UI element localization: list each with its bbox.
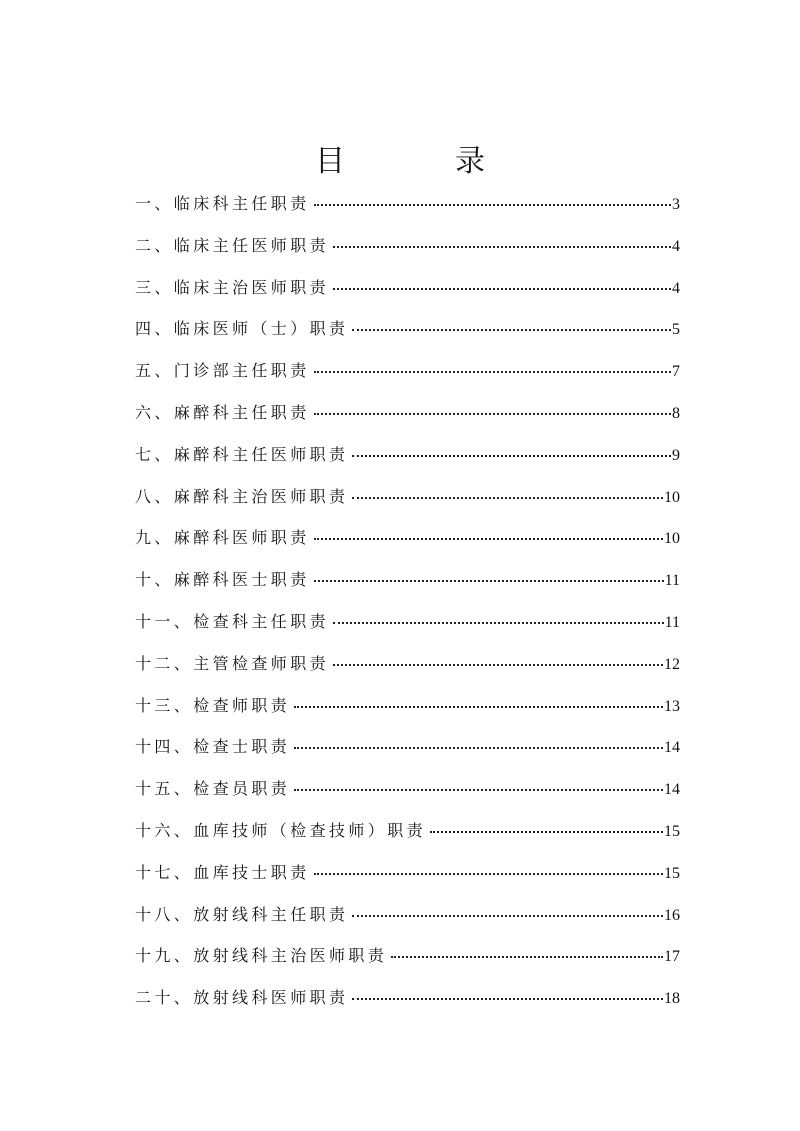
toc-entry[interactable] [135, 357, 680, 399]
toc-entry-title: 十六、血库技师（检查技师）职责 [135, 820, 427, 840]
dot-leader [314, 873, 663, 875]
toc-list [135, 190, 680, 1026]
toc-entry[interactable] [135, 399, 680, 441]
toc-entry[interactable] [135, 524, 680, 566]
dot-leader [352, 998, 663, 1000]
dot-leader [314, 204, 671, 206]
toc-entry-page-number: 7 [672, 363, 680, 381]
toc-entry-title: 五、门诊部主任职责 [135, 361, 310, 381]
toc-entry-title: 十四、检查士职责 [135, 737, 291, 757]
dot-leader [294, 789, 663, 791]
toc-entry[interactable] [135, 190, 680, 232]
toc-entry-title: 二十、放射线科医师职责 [135, 988, 349, 1008]
toc-entry[interactable] [135, 859, 680, 901]
dot-leader [333, 288, 671, 290]
toc-entry-page-number: 5 [672, 321, 680, 339]
toc-entry[interactable] [135, 483, 680, 525]
toc-entry[interactable] [135, 274, 680, 316]
toc-entry-title: 八、麻醉科主治医师职责 [135, 486, 349, 506]
toc-entry-title: 三、临床主治医师职责 [135, 277, 330, 297]
toc-entry[interactable] [135, 901, 680, 943]
dot-leader [314, 413, 671, 415]
dot-leader [352, 915, 663, 917]
toc-entry-title: 一、临床科主任职责 [135, 194, 310, 213]
toc-entry-page-number: 4 [672, 279, 680, 297]
dot-leader [352, 329, 671, 331]
toc-entry[interactable] [135, 232, 680, 274]
toc-entry-page-number: 11 [664, 572, 680, 590]
dot-leader [352, 497, 663, 499]
dot-leader [314, 580, 664, 582]
dot-leader [314, 371, 671, 373]
toc-entry[interactable] [135, 608, 680, 650]
toc-entry-page-number: 16 [664, 906, 680, 924]
toc-entry-page-number: 10 [664, 488, 680, 506]
toc-entry-title: 六、麻醉科主任职责 [135, 402, 310, 422]
toc-entry-title: 七、麻醉科主任医师职责 [135, 444, 349, 464]
toc-entry[interactable] [135, 441, 680, 483]
toc-entry-page-number: 17 [664, 948, 680, 966]
toc-entry[interactable] [135, 566, 680, 608]
dot-leader [333, 622, 664, 624]
toc-entry-title: 十二、主管检查师职责 [135, 653, 330, 673]
dot-leader [391, 956, 663, 958]
toc-entry-page-number: 15 [664, 822, 680, 840]
toc-entry-title: 十七、血库技士职责 [135, 862, 310, 882]
toc-entry[interactable] [135, 775, 680, 817]
toc-entry-title: 十、麻醉科医士职责 [135, 570, 310, 590]
toc-entry-page-number: 9 [672, 446, 680, 464]
toc-entry-title: 十三、检查师职责 [135, 695, 291, 715]
dot-leader [333, 664, 663, 666]
toc-entry-page-number: 8 [672, 404, 680, 422]
toc-entry[interactable] [135, 315, 680, 357]
dot-leader [352, 455, 671, 457]
toc-entry-title: 九、麻醉科医师职责 [135, 528, 310, 548]
toc-entry-page-number: 15 [664, 864, 680, 882]
toc-entry[interactable] [135, 733, 680, 775]
toc-entry-page-number: 10 [664, 530, 680, 548]
toc-entry-page-number: 11 [664, 613, 680, 631]
dot-leader [333, 246, 671, 248]
dot-leader [294, 706, 663, 708]
toc-entry-title: 十八、放射线科主任职责 [135, 904, 349, 924]
toc-entry[interactable] [135, 692, 680, 734]
dot-leader [294, 747, 663, 749]
toc-entry-page-number: 3 [672, 196, 680, 213]
toc-entry[interactable] [135, 650, 680, 692]
toc-entry-title: 四、临床医师（士）职责 [135, 319, 349, 339]
toc-entry-title: 十五、检查员职责 [135, 779, 291, 799]
toc-entry[interactable] [135, 817, 680, 859]
toc-entry-title: 二、临床主任医师职责 [135, 235, 330, 255]
toc-entry-page-number: 12 [664, 655, 680, 673]
toc-entry-page-number: 4 [672, 237, 680, 255]
toc-title: 目 录 [315, 144, 525, 179]
dot-leader [430, 831, 663, 833]
toc-entry[interactable] [135, 984, 680, 1026]
toc-entry-title: 十一、检查科主任职责 [135, 611, 330, 631]
toc-entry-page-number: 13 [664, 697, 680, 715]
toc-entry-page-number: 18 [664, 990, 680, 1008]
toc-entry-title: 十九、放射线科主治医师职责 [135, 946, 388, 966]
toc-entry-page-number: 14 [664, 739, 680, 757]
dot-leader [314, 538, 663, 540]
toc-entry-page-number: 14 [664, 781, 680, 799]
toc-entry[interactable] [135, 942, 680, 984]
